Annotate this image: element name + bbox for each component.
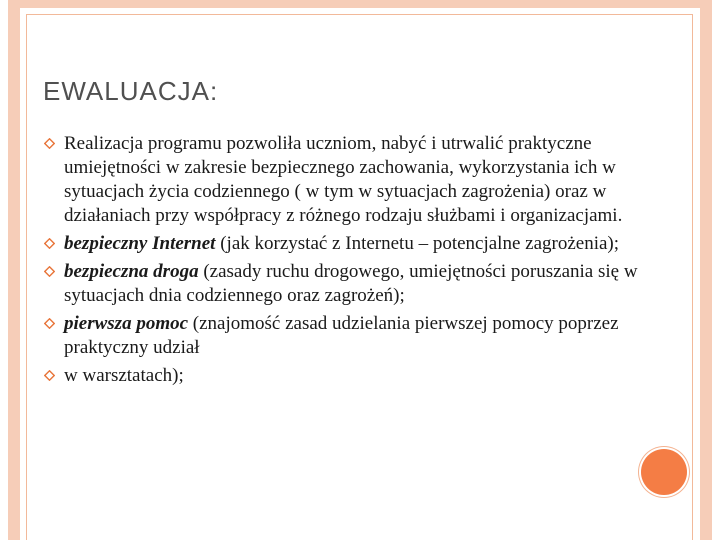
item-text: (znajomość zasad udzielania pierwszej pomocy poprzez praktyczny udział: [64, 313, 619, 358]
diamond-bullet-icon: [44, 266, 55, 277]
diamond-bullet-icon: [44, 238, 55, 249]
diamond-bullet-icon: [44, 318, 55, 329]
list-item: [44, 260, 644, 308]
diamond-bullet-icon: [44, 370, 55, 381]
item-lead: pierwsza pomoc: [64, 313, 189, 334]
orange-circle-icon: [641, 449, 687, 495]
item-text: (jak korzystać z Internetu – potencjalne zagrożenia);: [215, 233, 620, 254]
diamond-bullet-icon: [44, 138, 55, 149]
bullet-list: [44, 132, 644, 392]
item-lead: bezpieczna droga: [64, 261, 199, 282]
list-item: [44, 132, 644, 228]
frame-left-bar: [8, 0, 20, 540]
item-text: w warsztatach);: [64, 365, 184, 386]
list-item: [44, 364, 644, 388]
item-text: (zasady ruchu drogowego, umiejętności poruszania się w sytuacjach dnia codziennego oraz zagrożeń);: [64, 261, 638, 306]
frame-top-bar: [8, 0, 712, 8]
item-text: Realizacja programu pozwoliła uczniom, nabyć i utrwalić praktyczne umiejętności w zakresie bezpiecznego zachowania, wykorzystania ich w sytuacjach życia codziennego ( w tym w sytuacjach zagrożenia) oraz w działaniach przy współpracy z różnego rodzaju służbami i organizacjami.: [64, 133, 623, 226]
list-item: [44, 232, 644, 256]
frame-right-bar: [700, 0, 712, 540]
list-item: [44, 312, 644, 360]
item-lead: bezpieczny Internet: [64, 233, 216, 254]
slide-title: EWALUACJA:: [43, 76, 219, 106]
